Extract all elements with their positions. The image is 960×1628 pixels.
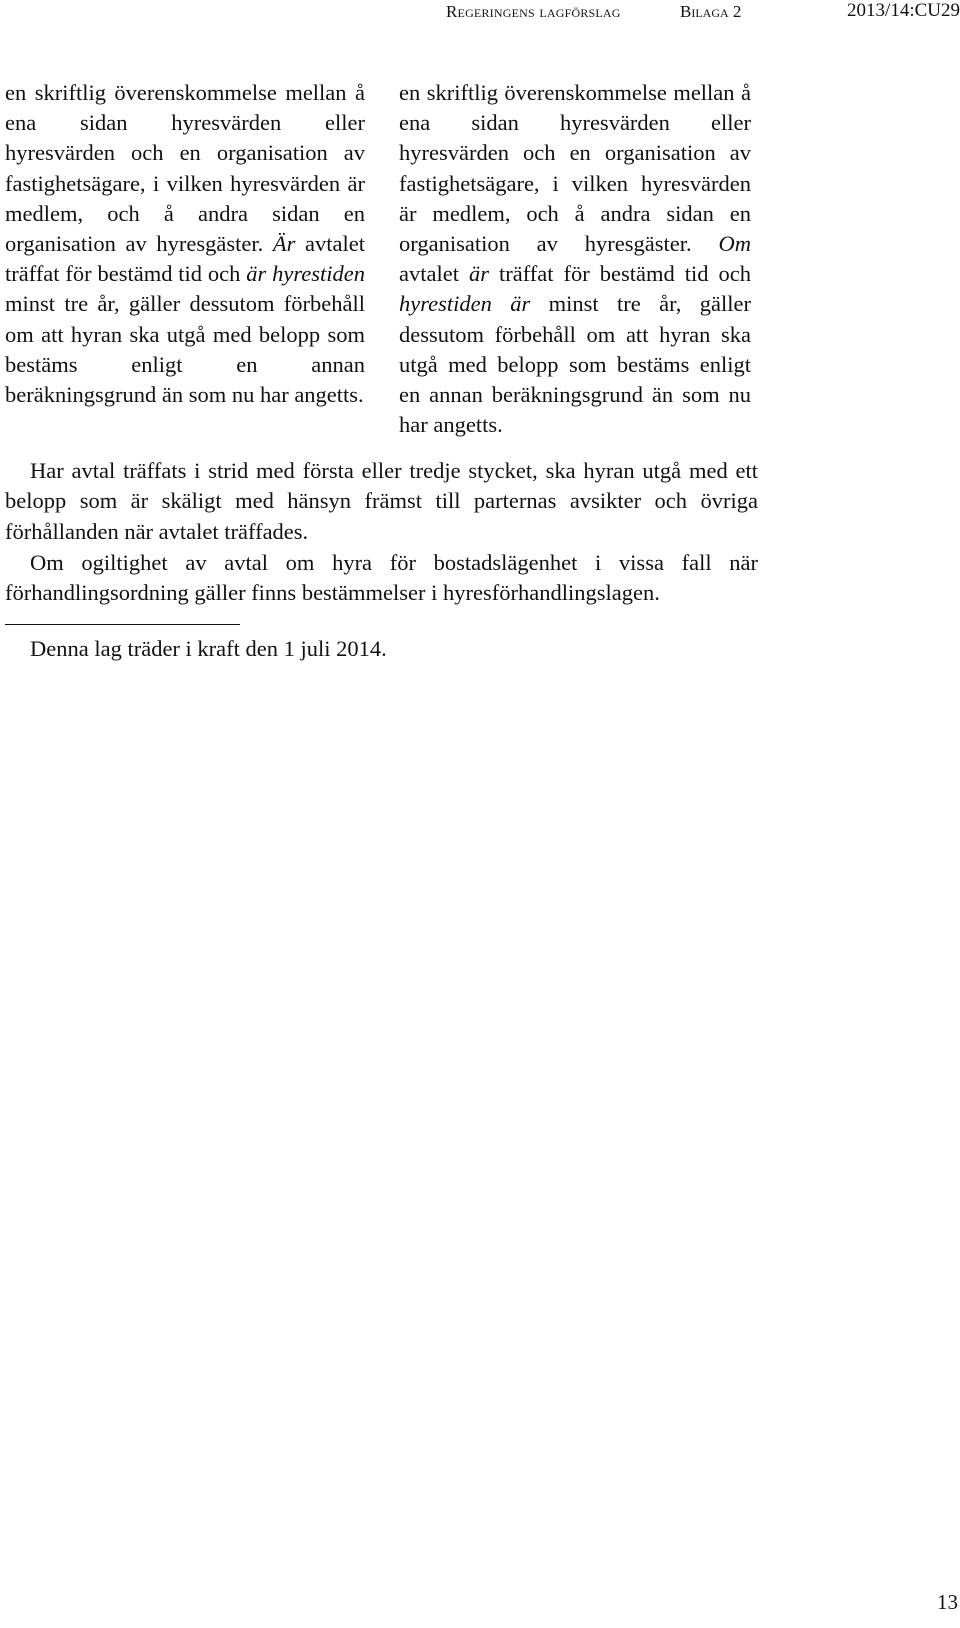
proposed-wording-column bbox=[399, 78, 751, 440]
text-segment: minst tre år, gäller dessutom förbehåll om att hyran ska utgå med belopp som bestäms enligt en annan beräkningsgrund än som nu har angetts. bbox=[399, 291, 751, 438]
text-segment: en skriftlig överenskommelse mellan å ena sidan hyresvärden eller hyresvärden och en organisation av fastighetsägare, i vilken hyresvärden är medlem, och å andra sidan en organisation av hyresgäster. bbox=[5, 80, 365, 257]
current-wording-text bbox=[5, 78, 365, 410]
italic-change-marker: Om bbox=[718, 231, 751, 257]
document-reference: 2013/14:CU29 bbox=[847, 0, 960, 21]
italic-change-marker: hyrestiden är bbox=[399, 291, 531, 317]
page-header bbox=[0, 0, 960, 40]
text-segment: avtalet träffat för bestämd tid och bbox=[5, 231, 365, 287]
italic-change-marker: är hyrestiden bbox=[246, 261, 365, 287]
paragraph-invalidity-reference: Om ogiltighet av avtal om hyra för bostadslägenhet i vissa fall när förhandlingsordning gäller finns bestämmelser i hyresförhandlingslagen. bbox=[5, 550, 758, 606]
text-segment: träffat för bestämd tid och bbox=[488, 261, 751, 287]
text-segment: en skriftlig överenskommelse mellan å ena sidan hyresvärden eller hyresvärden och en organisation av fastighetsägare, i vilken hyresvärden är medlem, och å andra sidan en organisation av hyresgäster. bbox=[399, 80, 751, 257]
text-segment: avtalet bbox=[399, 261, 469, 287]
paragraph-unreasonable-rent: Har avtal träffats i strid med första eller tredje stycket, ska hyran utgå med ett belopp som är skäligt med hänsyn främst till parternas avsikter och övriga förhållanden när avtalet träffades. bbox=[5, 458, 758, 544]
text-segment: minst tre år, gäller dessutom förbehåll om att hyran ska utgå med belopp som bestäms enligt en annan beräkningsgrund än som nu har angetts. bbox=[5, 291, 365, 408]
italic-change-marker: är bbox=[468, 261, 489, 287]
document-type-label: Regeringens lagförslag bbox=[446, 2, 621, 21]
italic-change-marker: Är bbox=[272, 231, 296, 257]
proposed-wording-text bbox=[399, 78, 751, 440]
page-number: 13 bbox=[937, 1590, 958, 1614]
appendix-label: Bilaga 2 bbox=[680, 2, 742, 21]
current-wording-column bbox=[5, 78, 365, 410]
entry-into-force-note: Denna lag träder i kraft den 1 juli 2014. bbox=[30, 636, 387, 661]
footer-divider bbox=[5, 624, 240, 625]
